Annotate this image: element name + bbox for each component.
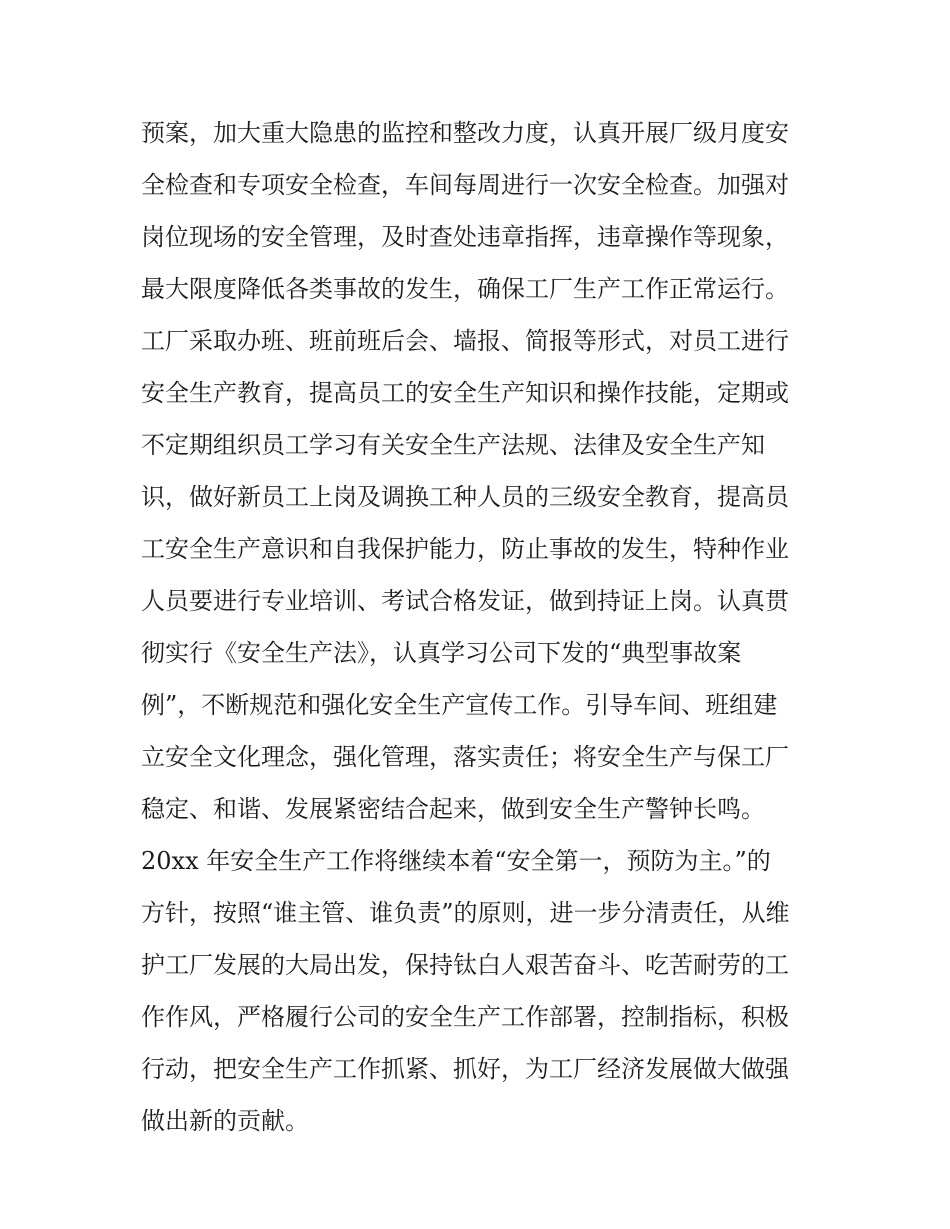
text-line: 方针，按照“谁主管、谁负责”的原则，进一步分清责任，从维: [141, 899, 790, 927]
text-line: 护工厂发展的大局出发，保持钛白人艰苦奋斗、吃苦耐劳的工: [141, 951, 789, 979]
text-line: 稳定、和谐、发展紧密结合起来，做到安全生产警钟长鸣。: [141, 795, 765, 823]
text-line: 工厂采取办班、班前班后会、墙报、简报等形式，对员工进行: [141, 327, 789, 355]
text-line: 最大限度降低各类事故的发生，确保工厂生产工作正常运行。: [141, 275, 789, 303]
text-line: 立安全文化理念，强化管理，落实责任；将安全生产与保工厂: [141, 743, 789, 771]
text-line: 作作风，严格履行公司的安全生产工作部署，控制指标，积极: [141, 1003, 789, 1031]
text-line: 预案，加大重大隐患的监控和整改力度，认真开展厂级月度安: [141, 119, 789, 147]
text-line: 彻实行《安全生产法》，认真学习公司下发的“典型事故案: [141, 639, 742, 667]
text-line: 行动，把安全生产工作抓紧、抓好，为工厂经济发展做大做强: [141, 1055, 789, 1083]
text-line: 不定期组织员工学习有关安全生产法规、法律及安全生产知: [141, 431, 765, 459]
text-line: 岗位现场的安全管理，及时查处违章指挥，违章操作等现象，: [141, 223, 789, 251]
text-line: 人员要进行专业培训、考试合格发证，做到持证上岗。认真贯: [141, 587, 789, 615]
text-line: 20xx 年安全生产工作将继续本着“安全第一，预防为主。”的: [141, 847, 771, 875]
text-line: 安全生产教育，提高员工的安全生产知识和操作技能，定期或: [141, 379, 789, 407]
body-text: [141, 107, 821, 1147]
text-line: 例”，不断规范和强化安全生产宣传工作。引导车间、班组建: [141, 691, 778, 719]
text-line: 识，做好新员工上岗及调换工种人员的三级安全教育，提高员: [141, 483, 789, 511]
text-line: 工安全生产意识和自我保护能力，防止事故的发生，特种作业: [141, 535, 789, 563]
text-line: 全检查和专项安全检查，车间每周进行一次安全检查。加强对: [141, 171, 789, 199]
text-line: 做出新的贡献。: [141, 1107, 309, 1135]
